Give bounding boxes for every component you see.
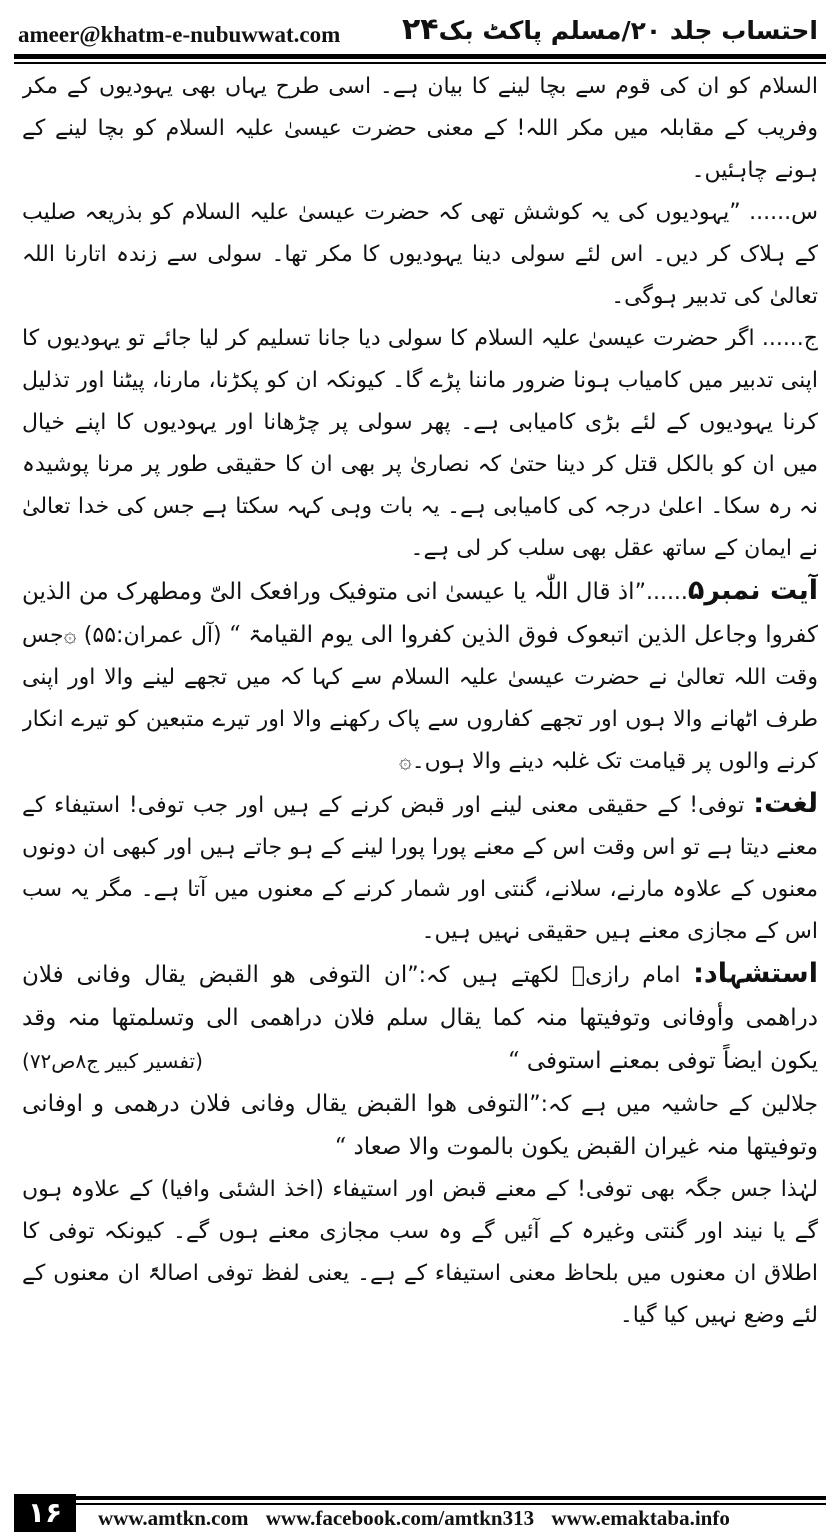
paragraph-question: س...... ”یہودیوں کی یہ کوشش تھی کہ حضرت عیسیٰ علیہ السلام کو بذریعہ صلیب کے ہلاک کر دیں۔ اس لئے سولی دینا یہودیوں کا مکر تھا۔ سولی سے زندہ اتارنا اللہ تعالیٰ کی تدبیر ہوگی۔	[22, 200, 818, 309]
paragraph-lughat	[22, 783, 818, 953]
paragraph-verse	[22, 570, 818, 783]
page-footer	[14, 1494, 826, 1532]
paragraph-jalalain	[22, 1083, 818, 1169]
istishhad-reference: (تفسیر کبیر ج۸ص۷۲)	[22, 1049, 203, 1073]
footer-links	[98, 1506, 742, 1531]
header-book-title: احتساب جلد ۲۰/مسلم پاکٹ بک	[438, 16, 818, 45]
footer-page-number: ۱۶	[14, 1494, 76, 1532]
lughat-heading: لغت:	[753, 788, 818, 819]
ornament-close-icon: ۞	[398, 749, 412, 774]
page-header	[14, 8, 826, 52]
footer-rule-thin	[76, 1503, 826, 1505]
istishhad-heading: استشہاد:	[693, 958, 818, 989]
jalalain-arabic: التوفی ھوا القبض یقال وفانی فلان درھمی و اوفانی وتوفیتھا منہ غیران القبض یکون بالموت والا صعاد “	[22, 1091, 818, 1160]
header-page-number: ۲۴	[402, 12, 439, 47]
footer-link-emaktaba[interactable]: www.emaktaba.info	[551, 1506, 730, 1530]
verse-translation: جس وقت اللہ تعالیٰ نے حضرت عیسیٰ علیہ السلام سے کہا کہ میں تجھے لینے والا اور اپنی طرف اٹھانے والا ہوں اور تجھے کفاروں سے پاک رکھنے والا اور تیرے متبعین کو تیرے انکار کرنے والوں پر قیامت تک غلبہ دینے والا ہوں۔	[22, 623, 818, 774]
paragraph-answer: ج...... اگر حضرت عیسیٰ علیہ السلام کا سولی دیا جانا تسلیم کر لیا جائے تو یہودیوں کا اپنی تدبیر میں کامیاب ہونا ضرور ماننا پڑے گا۔ کیونکہ ان کو پکڑنا، مارنا، پیٹنا اور تذلیل کرنا یہودیوں کے لئے بڑی کامیابی ہے۔ پھر سولی پر چڑھانا اور یہودیوں کا اپنے خیال میں ان کو بالکل قتل کر دینا حتیٰ کہ نصاریٰ پر بھی ان کا حقیقی طور پر مرنا پوشیدہ نہ رہ سکا۔ اعلیٰ درجہ کی کامیابی ہے۔ یہ بات وہی کہہ سکتا ہے جس کی خدا تعالیٰ نے ایمان کے ساتھ عقل بھی سلب کر لی ہے۔	[22, 326, 818, 561]
verse-reference: (آل عمران:۵۵)	[83, 623, 222, 648]
verse-heading: آیت نمبر۵	[687, 575, 818, 606]
verse-dots: ......”	[634, 580, 688, 605]
footer-rule-thick	[76, 1496, 826, 1500]
footer-link-facebook[interactable]: www.facebook.com/amtkn313	[265, 1506, 535, 1530]
istishhad-arabic: ان التوفی ھو القبض یقال وفانی فلان دراھمی وأوفانی وتوفیتھا منہ کما یقال سلم فلان دراھمی الی وتسلمتھا منہ وقد یکون ایضاً توفی بمعنے استوفی “	[22, 962, 818, 1074]
paragraph-1: السلام کو ان کی قوم سے بچا لینے کا بیان ہے۔ اسی طرح یہاں بھی یہودیوں کے مکر وفریب کے مقابلہ میں مکر اللہ! کے معنی حضرت عیسیٰ علیہ السلام کو بچا لینے کے ہونے چاہئیں۔	[22, 74, 818, 183]
jalalain-intro: جلالین کے حاشیہ میں ہے کہ:”	[529, 1092, 818, 1117]
page-body	[22, 66, 818, 1476]
header-rule-thin	[14, 62, 826, 64]
footer-link-amtkn[interactable]: www.amtkn.com	[98, 1506, 249, 1530]
istishhad-intro: امام رازیؒ لکھتے ہیں کہ:”	[407, 963, 681, 988]
header-rule-thick	[14, 54, 826, 59]
ornament-open-icon: ۞	[63, 623, 77, 648]
verse-arabic: اذ قال اللّٰہ یا عیسیٰ انی متوفیک ورافعک الیّ ومطھرک من الذین کفروا وجاعل الذین اتبعوک فوق الذین کفروا الی یوم القیامۃ “	[22, 579, 818, 648]
paragraph-conclusion: لہٰذا جس جگہ بھی توفی! کے معنے قبض اور استیفاء (اخذ الشئی وافیا) کے علاوہ ہوں گے یا نیند اور گنتی وغیرہ کے آئیں گے وہ سب مجازی معنے ہوں گے۔ کیونکہ توفی کا اطلاق ان معنوں میں بلحاظ معنی استیفاء کے ہے۔ یعنی لفظ توفی اصالۃً ان معنوں کے لئے وضع نہیں کیا گیا۔	[22, 1177, 818, 1328]
header-email: ameer@khatm-e-nubuwwat.com	[18, 22, 341, 47]
lughat-text: توفی! کے حقیقی معنی لینے اور قبض کرنے کے ہیں اور جب توفی! استیفاء کے معنے دیتا ہے تو اس وقت اس کے معنے پورا پورا لینے کے ہو جاتے ہیں اور کبھی ان دونوں معنوں کے علاوہ مارنے، سلانے، گنتی اور شمار کرنے کے معنوں میں آتا ہے۔ مگر یہ سب اس کے مجازی معنے ہیں حقیقی نہیں ہیں۔	[22, 793, 818, 944]
paragraph-istishhad	[22, 953, 818, 1083]
